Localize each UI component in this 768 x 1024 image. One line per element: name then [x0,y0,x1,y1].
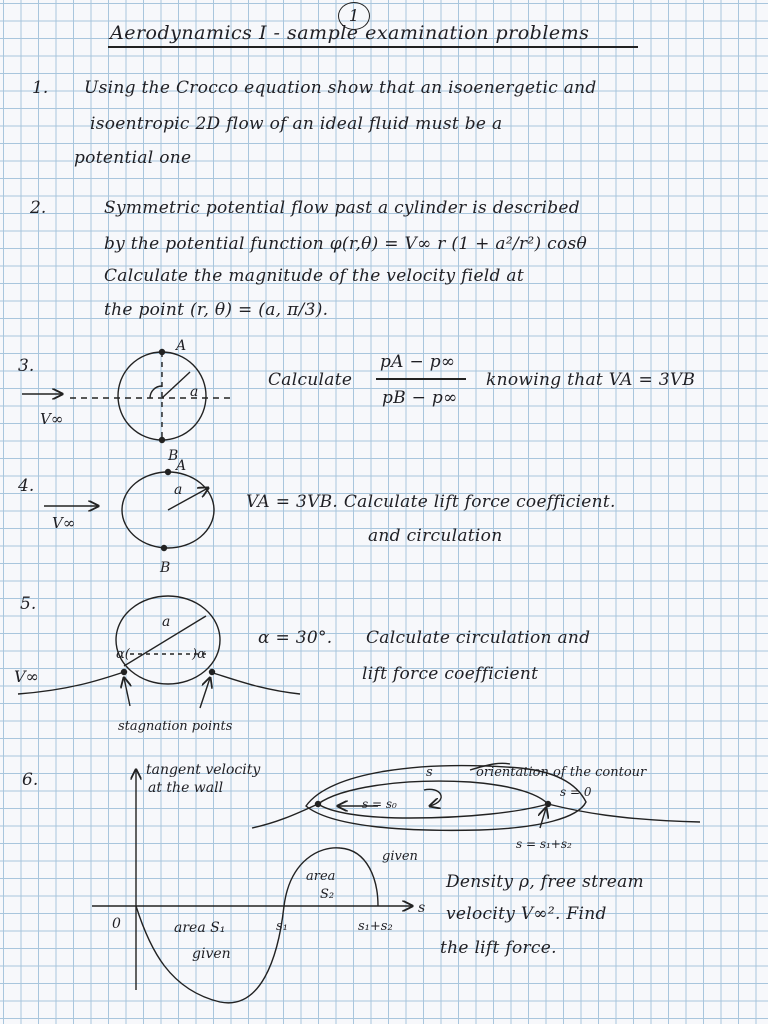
problem-4-label-vinf: V∞ [52,514,76,532]
problem-5-streamline-right [210,672,300,694]
problem-3-knowing: knowing that VA = 3VB [486,370,696,390]
problem-1-line-1: Using the Crocco equation show that an isoenergetic and [84,78,597,98]
problem-6-label-given: given [382,849,418,864]
problem-6-send-arrow [540,808,546,828]
problem-1-line-2: isoentropic 2D flow of an ideal fluid must be a [90,114,503,134]
problem-6-label-yaxis-1: tangent velocity [146,762,261,778]
page-title: Aerodynamics I - sample examination problems [110,22,590,44]
problem-6-label-s1: s₁ [276,919,288,934]
problem-3-label-radius: a [190,384,199,400]
problem-6-label-zero: 0 [112,916,121,932]
problem-6-label-area2: area [306,869,336,884]
problem-5-label-alpha-left: α( [116,647,130,662]
problem-5-line-2: lift force coefficient [362,664,539,684]
problem-3-angle-arc [150,386,162,398]
problem-2-number: 2. [30,198,47,218]
problem-5-cylinder [116,596,220,684]
problem-1-line-3: potential one [74,148,192,168]
problem-5-number: 5. [20,594,37,614]
problem-4-point-a [166,470,171,475]
problem-6-label-s-axis: s [418,900,426,916]
problem-5-alpha: α = 30°. [258,628,333,648]
problem-2-line-4: the point (r, θ) = (a, π/3). [104,300,329,320]
problem-6-line-3: the lift force. [440,938,557,958]
problem-3-diagram [22,350,232,443]
problem-3-number: 3. [18,356,35,376]
problem-5-stagnation-point-right [210,670,215,675]
problem-2-line-1: Symmetric potential flow past a cylinder is described [104,198,580,218]
problem-2-line-2: by the potential function φ(r,θ) = V∞ r (1 + a²/r²) cosθ [104,234,588,254]
problem-4-label-a: A [176,458,187,474]
problem-6-label-area1: area S₁ [174,920,226,936]
problem-4-label-b: B [160,560,171,576]
problem-6-label-area1-given: given [192,946,231,962]
problem-5-stagnation-arrow-right [200,678,210,708]
problem-3-point-a [160,350,165,355]
problem-5-label-vinf: V∞ [14,667,39,686]
problem-6-leading-edge [316,802,321,807]
problem-6-label-s1s2: s₁+s₂ [358,919,393,934]
problem-3-point-b [160,438,165,443]
problem-4-line-2: and circulation [368,526,503,546]
problem-5-line-1: Calculate circulation and [366,628,591,648]
problem-6-label-s: s [426,765,433,780]
problem-4-number: 4. [18,476,35,496]
problem-4-label-radius: a [174,482,183,498]
problem-6-label-s-end: s = s₁+s₂ [516,837,572,851]
problem-5-stagnation-arrow-left [124,678,130,706]
problem-6-number: 6. [22,770,39,790]
problem-5-label-alpha-right: )α [192,647,206,662]
problem-6-velocity-curve [136,848,378,1003]
problem-2-line-3: Calculate the magnitude of the velocity field at [104,266,525,286]
problem-6-line-1: Density ρ, free stream [446,872,644,892]
problem-3-calculate: Calculate [268,370,353,390]
problem-5-label-radius: a [162,614,171,630]
problem-3-fraction-denominator: pB − p∞ [382,388,458,408]
problem-3-fraction-numerator: pA − p∞ [380,352,456,372]
page-number-text: 1 [348,6,360,25]
problem-6-trailing-edge [546,802,551,807]
problem-5-stagnation-point-left [122,670,127,675]
problem-3-label-b: B [168,448,179,464]
problem-3-radius [162,372,190,398]
problem-6-label-area2-s2: S₂ [320,887,335,902]
problem-6-line-2: velocity V∞². Find [446,904,607,924]
problem-6-label-s-zero: s = 0 [560,785,592,799]
problem-3-label-vinf: V∞ [40,410,64,428]
problem-1-number: 1. [32,78,49,98]
problem-6-label-yaxis-2: at the wall [148,780,224,796]
problem-6-label-orientation: orientation of the contour [476,765,647,780]
problem-6-streamline-right [548,804,700,822]
problem-4-diagram [44,470,214,551]
problem-5-label-stagnation: stagnation points [118,719,233,734]
problem-5-diagram [18,596,300,708]
problem-6-label-s-eq-s0: s = s₀ [362,797,397,811]
problem-4-line-1: VA = 3VB. Calculate lift force coefficient. [246,492,616,512]
problem-6-airfoil [318,781,548,818]
problem-4-point-b [162,546,167,551]
problem-3-label-a: A [176,338,187,354]
problem-6-orientation-arrow [424,789,441,806]
